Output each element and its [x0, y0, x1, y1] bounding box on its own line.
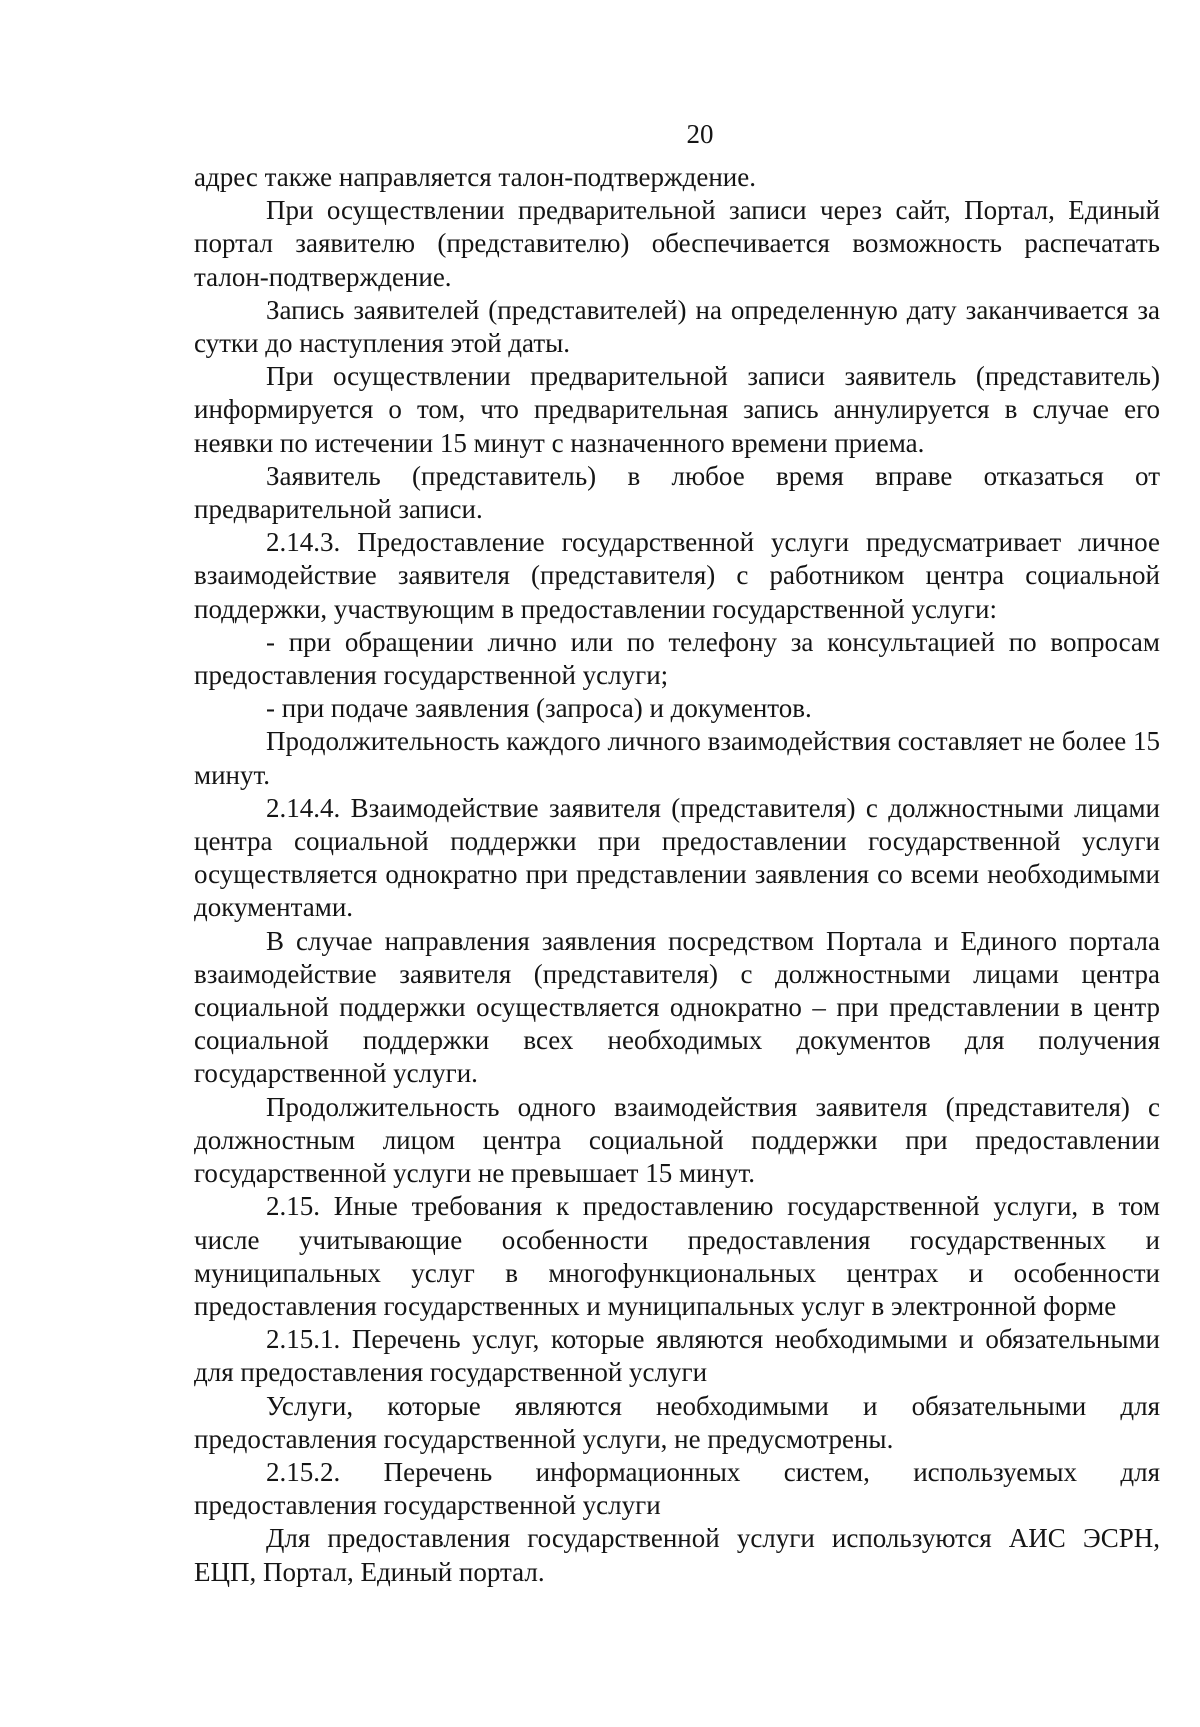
section-2-14-3-paragraph: 2.14.3. Предоставление государственной услуги предусматривает личное взаимодействие заявителя (представителя) с работником центра социальной поддержки, участвующим в предоставлении государственной услуги: [194, 527, 1160, 624]
section-2-15-2-heading: 2.15.2. Перечень информационных систем, используемых для предоставления государственной услуги [194, 1456, 1160, 1521]
paragraph: При осуществлении предварительной записи через сайт, Портал, Единый портал заявителю (представителю) обеспечивается возможность распечатать талон-подтверждение. [194, 195, 1160, 292]
section-2-15-heading: 2.15. Иные требования к предоставлению государственной услуги, в том числе учитывающие особенности предоставления государственных и муниципальных услуг в многофункциональных центрах и особенности предоставления государственных и муниципальных услуг в электронной форме [194, 1191, 1160, 1321]
paragraph: Для предоставления государственной услуги используются АИС ЭСРН, ЕЦП, Портал, Единый портал. [194, 1523, 1160, 1587]
section-2-15-1-heading: 2.15.1. Перечень услуг, которые являются необходимыми и обязательными для предоставления государственной услуги [194, 1324, 1160, 1388]
document-body [194, 161, 1160, 1589]
list-item: - при подаче заявления (запроса) и документов. [266, 693, 812, 724]
paragraph: Продолжительность одного взаимодействия заявителя (представителя) с должностным лицом центра социальной поддержки при предоставлении государственной услуги не превышает 15 минут. [194, 1091, 1160, 1189]
page-number: 20 [686, 119, 714, 149]
paragraph: При осуществлении предварительной записи заявитель (представитель) информируется о том, что предварительная запись аннулируется в случае его неявки по истечении 15 минут с назначенного времени приема. [194, 361, 1160, 458]
list-item: - при обращении лично или по телефону за консультацией по вопросам предоставления государственной услуги; [194, 626, 1160, 691]
paragraph: адрес также направляется талон-подтверждение. [194, 162, 756, 192]
section-2-14-4-paragraph: 2.14.4. Взаимодействие заявителя (представителя) с должностными лицами центра социальной поддержки при предоставлении государственной услуги осуществляется однократно при представлении заявления со всеми необходимыми документами. [194, 792, 1160, 923]
paragraph: Заявитель (представитель) в любое время вправе отказаться от предварительной записи. [194, 460, 1160, 525]
paragraph: Услуги, которые являются необходимыми и обязательными для предоставления государственной услуги, не предусмотрены. [194, 1390, 1160, 1454]
paragraph: Запись заявителей (представителей) на определенную дату заканчивается за сутки до наступления этой даты. [194, 294, 1160, 359]
paragraph: В случае направления заявления посредством Портала и Единого портала взаимодействие заявителя (представителя) с должностными лицами центра социальной поддержки осуществляется однократно – при представлении в центр социальной поддержки всех необходимых документов для получения государственной услуги. [194, 925, 1160, 1089]
paragraph: Продолжительность каждого личного взаимодействия составляет не более 15 минут. [194, 726, 1160, 790]
